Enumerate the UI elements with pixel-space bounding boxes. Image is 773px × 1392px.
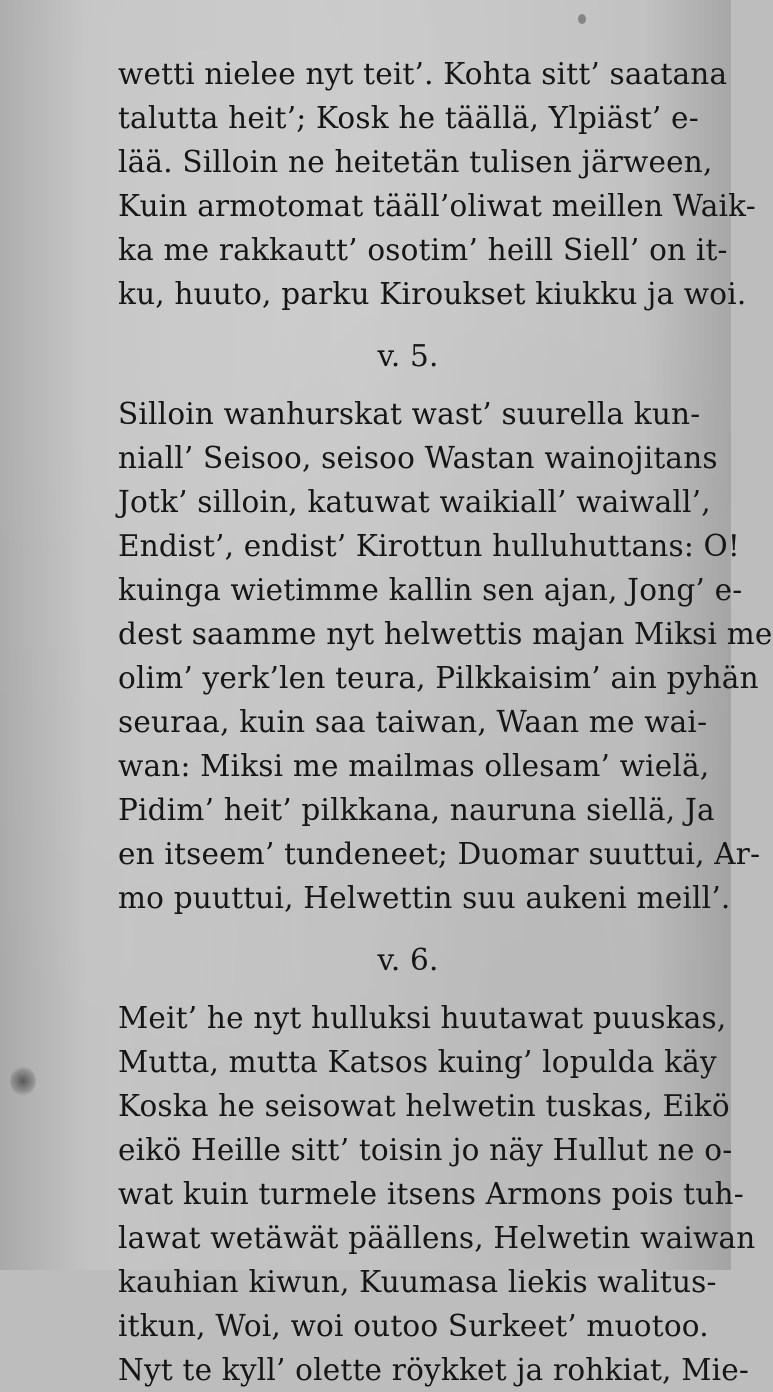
text-line: Meit’ he nyt hulluksi huutawat puuskas, (118, 1001, 727, 1035)
text-line: dest saamme nyt helwettis majan Miksi me (118, 617, 773, 651)
verse-5-paragraph (118, 392, 773, 920)
ink-stain (10, 1066, 36, 1096)
text-line: lää. Silloin ne heitetän tulisen järween, (118, 145, 713, 179)
text-line: eikö Heille sitt’ toisin jo näy Hullut ne o- (118, 1133, 733, 1167)
text-line: itkun, Woi, woi outoo Surkeet’ muotoo. (118, 1309, 709, 1343)
text-line: Pidim’ heit’ pilkkana, nauruna siellä, Ja (118, 793, 715, 827)
text-line: Silloin wanhurskat wast’ suurella kun- (118, 397, 701, 431)
verse-6-heading: v. 6. (377, 943, 439, 977)
text-line: niall’ Seisoo, seisoo Wastan wainojitans (118, 441, 718, 475)
verse-6-paragraph (118, 996, 756, 1392)
text-line: mo puuttui, Helwettin suu aukeni meill’. (118, 881, 731, 915)
text-line: en itseem’ tundeneet; Duomar suuttui, Ar- (118, 837, 761, 871)
text-line: Mutta, mutta Katsos kuing’ lopulda käy (118, 1045, 717, 1079)
text-line: olim’ yerk’len teura, Pilkkaisim’ ain pyhän (118, 661, 759, 695)
text-line: ka me rakkautt’ osotim’ heill Siell’ on it- (118, 233, 728, 267)
text-line: Nyt te kyll’ olette röykket ja rohkiat, Mie- (118, 1353, 750, 1387)
verse-5-heading: v. 5. (377, 339, 439, 373)
text-line: wat kuin turmele itsens Armons pois tuh- (118, 1177, 744, 1211)
text-line: lawat wetäwät päällens, Helwetin waiwan (118, 1221, 756, 1255)
paper-spot (578, 14, 586, 24)
text-line: Endist’, endist’ Kirottun hulluhuttans: O! (118, 529, 740, 563)
text-line: wetti nielee nyt teit’. Kohta sitt’ saatana (118, 57, 728, 91)
text-line: Jotk’ silloin, katuwat waikiall’ waiwall’, (118, 485, 711, 519)
text-line: wan: Miksi me mailmas ollesam’ wielä, (118, 749, 710, 783)
text-line: kuinga wietimme kallin sen ajan, Jong’ e- (118, 573, 743, 607)
text-line: talutta heit’; Kosk he täällä, Ylpiäst’ e- (118, 101, 699, 135)
text-line: seuraa, kuin saa taiwan, Waan me wai- (118, 705, 708, 739)
text-line: Koska he seisowat helwetin tuskas, Eikö (118, 1089, 730, 1123)
text-line: ku, huuto, parku Kiroukset kiukku ja woi. (118, 277, 747, 311)
text-line: kauhian kiwun, Kuumasa liekis walitus- (118, 1265, 717, 1299)
text-line: Kuin armotomat tääll’oliwat meillen Waik- (118, 189, 756, 223)
page-text (118, 52, 773, 1392)
top-paragraph (118, 52, 756, 316)
